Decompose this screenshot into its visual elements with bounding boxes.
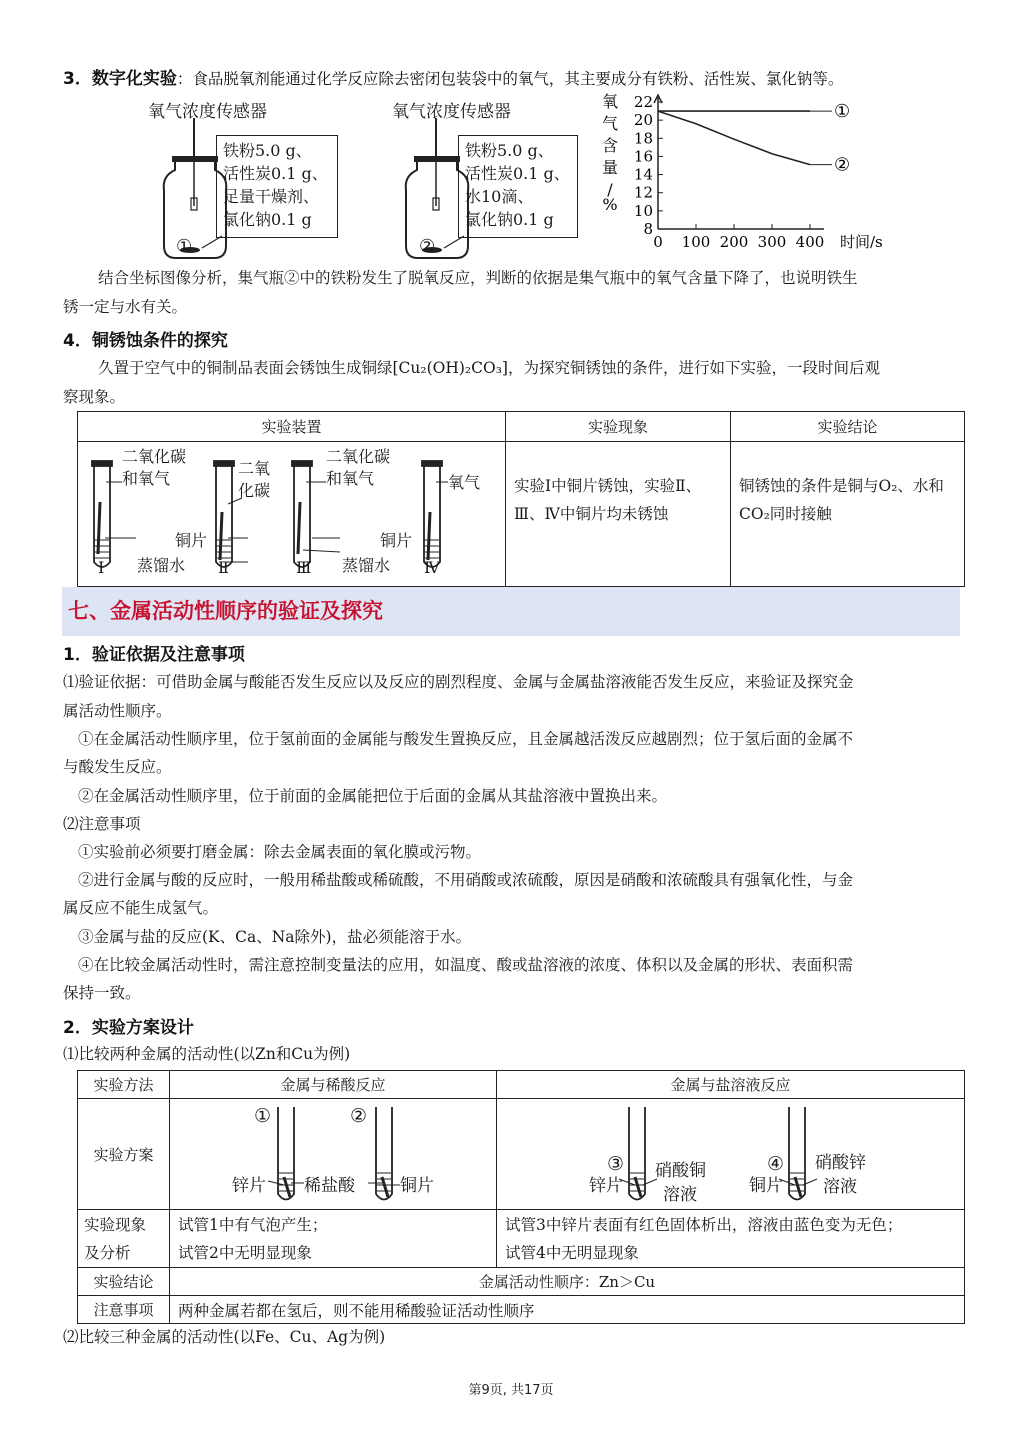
label-line: 硝酸锌 (815, 1153, 866, 1173)
row-conclusion-value: 金属活动性顺序：Zn＞Cu (170, 1268, 965, 1296)
reagent-list-1 (223, 139, 328, 231)
x-axis-label: 时间/s (840, 233, 883, 251)
reagent-2-line: 活性炭0.1 g、 (465, 164, 570, 183)
label-o2: 氧气 (448, 473, 481, 492)
series-label-1: ① (834, 101, 851, 123)
label-hcl: 稀盐酸 (304, 1176, 355, 1196)
s4-heading (63, 326, 228, 351)
reagent-2-line: 氯化钠0.1 g (465, 210, 554, 229)
p1-f2: 属反应不能生成氢气。 (63, 899, 219, 917)
y-tick-label: 20 (633, 111, 653, 130)
phenomenon-cell: 实验Ⅰ中铜片锈蚀，实验Ⅱ、Ⅲ、Ⅳ中铜片均未锈蚀 (506, 442, 731, 587)
series-label-2: ② (834, 154, 851, 176)
label-line: 化碳 (238, 481, 271, 500)
p2-sub1: ⑴比较两种金属的活动性(以Zn和Cu为例) (63, 1045, 351, 1063)
label-cu-1: 铜片 (175, 531, 208, 550)
y-axis-label-char: 含 (601, 136, 619, 155)
label-line: 硝酸铜 (655, 1161, 706, 1181)
s4-text-1: 久置于空气中的铜制品表面会锈蚀生成铜绿[Cu₂(OH)₂CO₃]，为探究铜锈蚀的条件，进行如下实验，一段时间后观 (98, 359, 880, 377)
th-salt: 金属与盐溶液反应 (497, 1071, 965, 1099)
row-phen-label (78, 1210, 170, 1268)
label-cu-salt: 铜片 (749, 1176, 783, 1196)
phen-line: 试管2中无明显现象 (178, 1243, 312, 1262)
sensor-label-2: 氧气浓度传感器 (392, 102, 511, 122)
label-zn-1: 锌片 (232, 1176, 266, 1196)
th-phenomenon: 实验现象 (506, 412, 731, 442)
x-tick-label: 200 (719, 233, 749, 251)
s3-text-2: 锈一定与水有关。 (63, 298, 188, 316)
y-tick-label: 18 (633, 129, 653, 148)
row-note-value: 两种金属若都在氢后，则不能用稀酸验证活动性顺序 (170, 1296, 965, 1324)
x-tick-label: 100 (681, 233, 711, 251)
label-co2 (238, 458, 270, 502)
series-line-2 (658, 111, 810, 165)
oxygen-chart (596, 93, 896, 258)
tube-num-3: ③ (607, 1153, 625, 1175)
reagent-1-line: 铁粉5.0 g、 (223, 141, 312, 160)
label-line: 和氧气 (326, 469, 375, 488)
label-cu-acid: 铜片 (400, 1176, 434, 1196)
tube-label-3: Ⅲ (296, 558, 312, 577)
s4-heading-text: 铜锈蚀条件的探究 (91, 331, 228, 351)
x-tick-label: 400 (795, 233, 825, 251)
conclusion-cell: 铜锈蚀的条件是铜与O₂、水和CO₂同时接触 (731, 442, 965, 587)
p1-f1: ②进行金属与酸的反应时，一般用稀盐酸或稀硫酸，不用硝酸或浓硫酸，原因是硝酸和浓硫酸具有强氧化性，与金 (78, 871, 854, 889)
p1-d: ⑵注意事项 (63, 815, 141, 833)
acid-diagram-cell (170, 1099, 497, 1210)
p1-h2: 保持一致。 (63, 984, 141, 1002)
y-axis-label-char: 氧 (601, 93, 619, 111)
phen-line: 试管3中锌片表面有红色固体析出，溶液由蓝色变为无色； (505, 1215, 903, 1234)
section-7-title: 七、金属活动性顺序的验证及探究 (62, 587, 960, 636)
y-axis-label-char: 气 (601, 114, 619, 133)
phen-line: 试管4中无明显现象 (505, 1243, 639, 1262)
p2-sub2: ⑵比较三种金属的活动性(以Fe、Cu、Ag为例) (63, 1328, 386, 1346)
p1-a2: 属活动性顺序。 (63, 702, 172, 720)
s4-heading-num: 4． (63, 331, 92, 351)
label-line: 溶液 (823, 1177, 857, 1197)
tube-label-1: Ⅰ (98, 558, 105, 577)
page-footer: 第9页, 共17页 (468, 1383, 554, 1398)
row-scheme-label: 实验方案 (78, 1099, 170, 1210)
apparatus-cell (78, 442, 506, 587)
reagent-1-line: 活性炭0.1 g、 (223, 164, 328, 183)
tube-num-4: ④ (767, 1153, 785, 1175)
reagent-2-line: 铁粉5.0 g、 (465, 141, 554, 160)
reagent-1-line: 足量干燥剂、 (223, 187, 320, 206)
label-co2-o2-3 (326, 446, 390, 490)
label-cuno3 (655, 1159, 706, 1207)
label-line: 实验现象 (84, 1215, 147, 1234)
row-conclusion-label: 实验结论 (78, 1268, 170, 1296)
reagent-2-line: 水10滴、 (465, 187, 534, 206)
x-tick-label: 0 (653, 233, 663, 251)
y-axis-label-char: / (607, 180, 613, 199)
y-axis-label-char: % (602, 195, 618, 214)
label-line: 二氧化碳 (122, 447, 187, 466)
label-water-1: 蒸馏水 (137, 556, 186, 575)
y-tick-label: 16 (633, 147, 653, 166)
p1-heading: 1．验证依据及注意事项 (63, 645, 245, 665)
label-line: 溶液 (663, 1185, 697, 1205)
reagent-list-2 (465, 139, 570, 231)
s3-heading-text: 数字化实验 (91, 69, 177, 89)
tube-label-4: Ⅳ (424, 558, 440, 577)
label-line: 及分析 (84, 1243, 131, 1262)
label-line: 和氧气 (122, 469, 171, 488)
th-method: 实验方法 (78, 1071, 170, 1099)
tube-num-1: ① (254, 1105, 272, 1127)
y-tick-label: 10 (633, 201, 653, 220)
y-tick-label: 8 (643, 220, 653, 238)
tube-label-2: Ⅱ (218, 558, 229, 577)
th-conclusion: 实验结论 (731, 412, 965, 442)
reagent-1-line: 氯化钠0.1 g (223, 210, 312, 229)
row-note-label: 注意事项 (78, 1296, 170, 1324)
p2-heading: 2．实验方案设计 (63, 1018, 194, 1038)
row-phen-acid (170, 1210, 497, 1268)
s3-heading (63, 64, 843, 89)
y-tick-label: 14 (633, 165, 653, 184)
p1-a1: ⑴验证依据：可借助金属与酸能否发生反应以及反应的剧烈程度、金属与金属盐溶液能否发生反应，来验证及探究金 (63, 673, 854, 691)
p1-h1: ④在比较金属活动性时，需注意控制变量法的应用，如温度、酸或盐溶液的浓度、体积以及金属的形状、表面积需 (78, 956, 854, 974)
p1-c1: ②在金属活动性顺序里，位于前面的金属能把位于后面的金属从其盐溶液中置换出来。 (78, 787, 668, 805)
tube-num-2: ② (350, 1105, 368, 1127)
jar-2-label: ② (419, 236, 436, 257)
x-tick-label: 300 (757, 233, 787, 251)
p1-b1: ①在金属活动性顺序里，位于氢前面的金属能与酸发生置换反应，且金属越活泼反应越剧烈；位于氢后面的金属不 (78, 730, 854, 748)
th-acid: 金属与稀酸反应 (170, 1071, 497, 1099)
jar-1-label: ① (176, 236, 193, 257)
row-phen-salt (497, 1210, 965, 1268)
label-cu-3: 铜片 (380, 531, 413, 550)
label-line: 二氧 (238, 459, 271, 478)
salt-tubes-diagram (497, 1099, 964, 1209)
salt-diagram-cell (497, 1099, 965, 1210)
th-apparatus: 实验装置 (78, 412, 506, 442)
p1-g1: ③金属与盐的反应(K、Ca、Na除外)，盐必须能溶于水。 (78, 928, 472, 946)
label-line: 二氧化碳 (326, 447, 391, 466)
y-tick-label: 22 (633, 93, 653, 111)
copper-rust-table (77, 411, 965, 587)
sensor-label-1: 氧气浓度传感器 (148, 102, 267, 122)
p1-e1: ①实验前必须要打磨金属：除去金属表面的氧化膜或污物。 (78, 843, 482, 861)
zn-cu-table (77, 1070, 965, 1324)
label-water-3: 蒸馏水 (342, 556, 391, 575)
label-znno3 (815, 1151, 866, 1199)
s4-text-2: 察现象。 (63, 388, 126, 406)
label-zn-2: 锌片 (589, 1176, 623, 1196)
p1-b2: 与酸发生反应。 (63, 758, 172, 776)
y-axis-label-char: 量 (601, 158, 619, 177)
label-co2-o2-1 (122, 446, 186, 490)
y-tick-label: 12 (633, 183, 653, 202)
s3-heading-num: 3． (63, 69, 92, 89)
s3-intro: ：食品脱氧剂能通过化学反应除去密闭包装袋中的氧气，其主要成分有铁粉、活性炭、氯化钠等。 (176, 70, 844, 88)
phen-line: 试管1中有气泡产生； (178, 1215, 328, 1234)
s3-text-1: 结合坐标图像分析，集气瓶②中的铁粉发生了脱氧反应，判断的依据是集气瓶中的氧气含量下降了，也说明铁生 (98, 269, 858, 287)
